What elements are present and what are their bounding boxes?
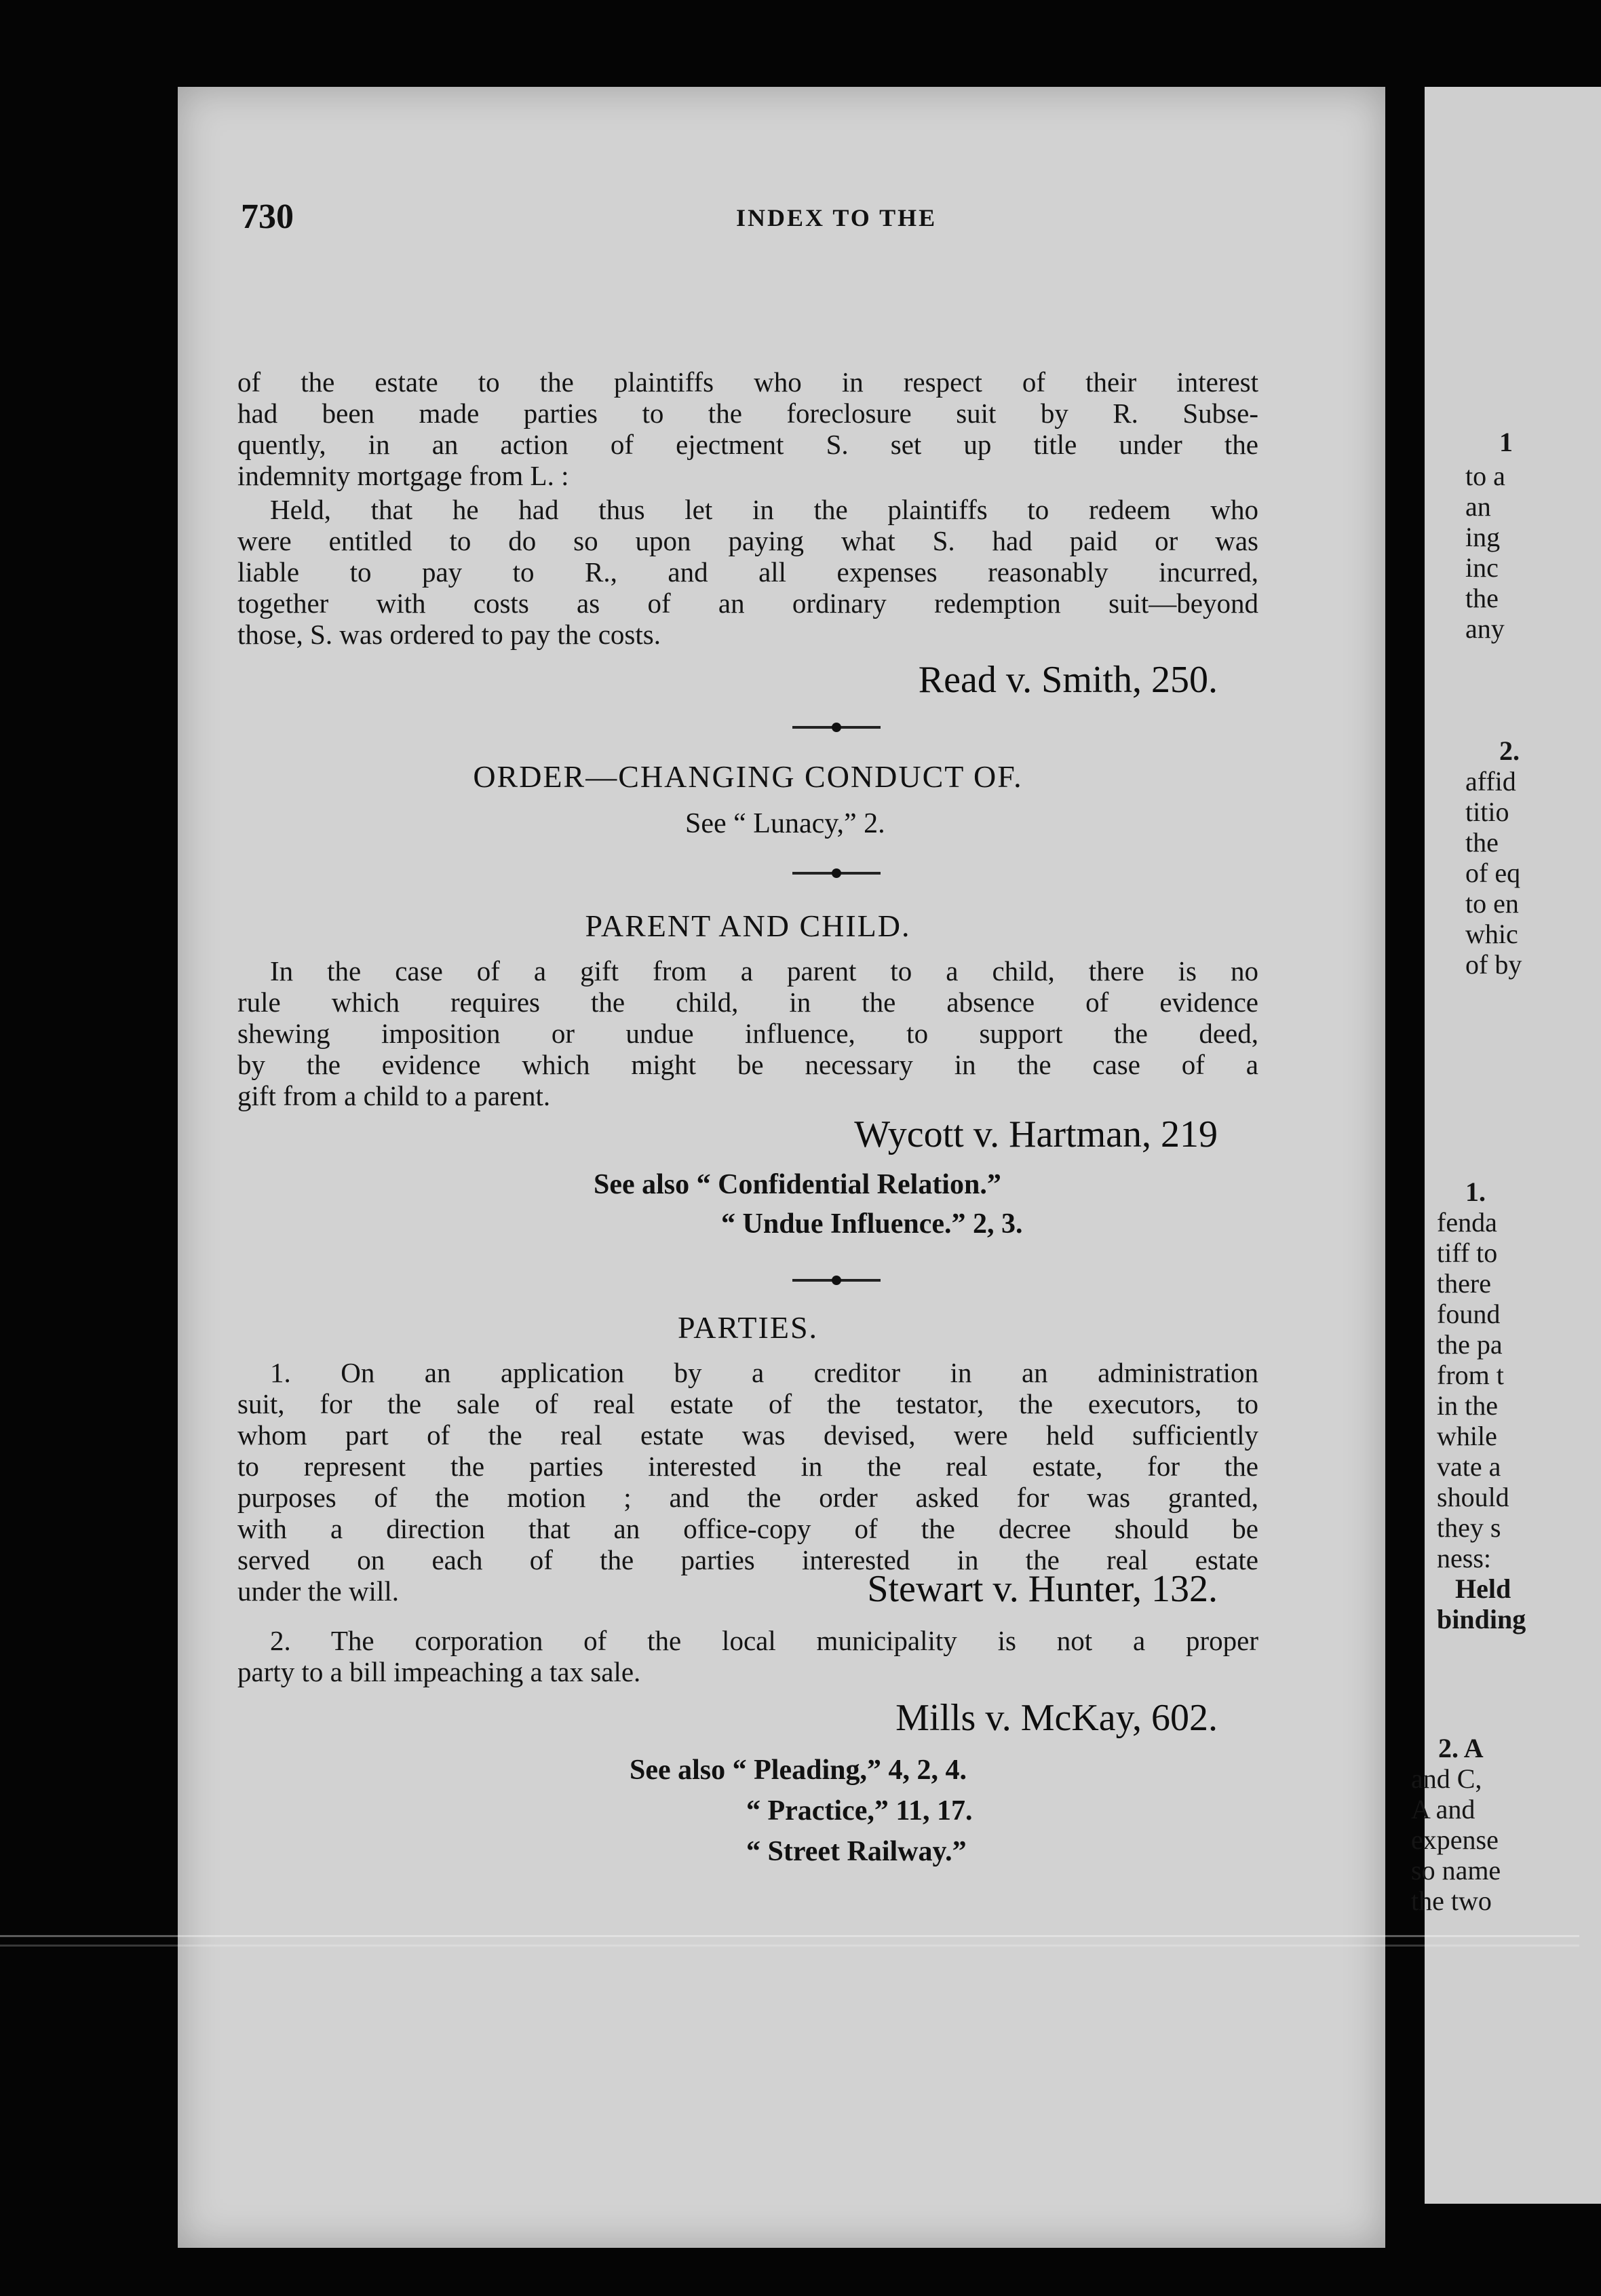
- text-line: had been made parties to the foreclosure suit by R. Subse-: [237, 398, 1258, 429]
- facing-page-fragment: while: [1437, 1421, 1497, 1451]
- facing-page-fragment: binding: [1437, 1604, 1526, 1634]
- facing-page-fragment: tiff to: [1437, 1238, 1498, 1268]
- see-also-undue: “ Undue Influence.” 2, 3.: [721, 1208, 1023, 1240]
- text-line: purposes of the motion ; and the order asked for was granted,: [237, 1482, 1258, 1513]
- facing-page-fragment: in the: [1437, 1390, 1498, 1421]
- see-also-street-railway: “ Street Railway.”: [746, 1836, 967, 1867]
- text-line: under the will.: [237, 1575, 399, 1607]
- heading-order: ORDER—CHANGING CONDUCT OF.: [473, 759, 1023, 794]
- facing-page-fragment: there: [1437, 1268, 1491, 1299]
- facing-page-fragment: 2. A: [1438, 1733, 1484, 1763]
- text-line: gift from a child to a parent.: [237, 1080, 551, 1111]
- text-line: rule which requires the child, in the absence of evidence: [237, 987, 1258, 1018]
- facing-page-fragment: they s: [1437, 1512, 1501, 1543]
- facing-page-fragment: found: [1437, 1299, 1501, 1329]
- page-header: [0, 197, 1579, 244]
- scan-artifact-line: [0, 1935, 1579, 1937]
- citation-read-smith: Read v. Smith, 250.: [918, 659, 1218, 701]
- text-line: of the estate to the plaintiffs who in respect of their interest: [237, 366, 1258, 398]
- facing-page-fragment: from t: [1437, 1360, 1504, 1390]
- heading-parent-child: PARENT AND CHILD.: [585, 908, 911, 943]
- facing-page-fragment: of by: [1465, 949, 1522, 980]
- text-line: together with costs as of an ordinary redemption suit—beyond: [237, 588, 1258, 619]
- text-line: liable to pay to R., and all expenses reasonably incurred,: [237, 556, 1258, 588]
- citation-wycott-hartman: Wycott v. Hartman, 219: [854, 1113, 1218, 1155]
- facing-page-fragment: an: [1465, 491, 1491, 522]
- scan-artifact-line: [0, 1945, 1579, 1947]
- facing-page-fragment: the: [1465, 583, 1499, 613]
- see-also-practice: “ Practice,” 11, 17.: [746, 1795, 973, 1826]
- citation-stewart-hunter: Stewart v. Hunter, 132.: [867, 1568, 1218, 1610]
- facing-page-fragment: 2.: [1499, 735, 1520, 766]
- see-also-pleading: See also “ Pleading,” 4, 2, 4.: [630, 1755, 967, 1786]
- text-line: suit, for the sale of real estate of the testator, the executors, to: [237, 1388, 1258, 1419]
- facing-page-fragment: so name: [1411, 1855, 1501, 1886]
- facing-page-fragment: A and: [1411, 1794, 1475, 1824]
- text-line: to represent the parties interested in the real estate, for the: [237, 1451, 1258, 1482]
- parent-child-paragraph: [237, 955, 1258, 1111]
- facing-page-fragment: fenda: [1437, 1207, 1497, 1238]
- facing-page-fragment: to a: [1465, 461, 1505, 491]
- section-divider: [792, 872, 881, 875]
- parties-item-2: [237, 1625, 1258, 1687]
- facing-page-fragment: any: [1465, 613, 1505, 644]
- text-line: 2. The corporation of the local municipality is not a proper: [270, 1625, 1258, 1656]
- facing-page-fragment: inc: [1465, 552, 1499, 583]
- text-line: those, S. was ordered to pay the costs.: [237, 619, 661, 650]
- facing-page-fragment: 1: [1499, 427, 1513, 457]
- see-also-confidential: See also “ Confidential Relation.”: [594, 1169, 1001, 1200]
- facing-page-fragment: and C,: [1411, 1763, 1482, 1794]
- continuation-paragraph: [237, 366, 1258, 491]
- text-line: party to a bill impeaching a tax sale.: [237, 1656, 641, 1687]
- text-line: 1. On an application by a creditor in an administration: [270, 1357, 1258, 1388]
- facing-page-fragment: Held: [1455, 1573, 1511, 1604]
- facing-page-fragment: 1.: [1465, 1176, 1486, 1207]
- text-line: shewing imposition or undue influence, to support the deed,: [237, 1018, 1258, 1049]
- see-lunacy: See “ Lunacy,” 2.: [685, 808, 885, 839]
- text-line: Held, that he had thus let in the plaintiffs to redeem who: [270, 494, 1258, 525]
- text-line: whom part of the real estate was devised, were held sufficiently: [237, 1419, 1258, 1451]
- text-line: by the evidence which might be necessary in the case of a: [237, 1049, 1258, 1080]
- section-divider: [792, 726, 881, 729]
- facing-page-fragment: ness:: [1437, 1543, 1491, 1573]
- page-number: 730: [241, 197, 294, 236]
- heading-parties: PARTIES.: [677, 1310, 819, 1345]
- facing-page: [1411, 87, 1601, 2204]
- facing-page-fragment: of eq: [1465, 858, 1521, 888]
- section-divider: [792, 1279, 881, 1282]
- text-line: were entitled to do so upon paying what S. had paid or was: [237, 525, 1258, 556]
- facing-page-fragment: expense: [1411, 1824, 1499, 1855]
- facing-page-fragment: to en: [1465, 888, 1519, 919]
- text-line: In the case of a gift from a parent to a child, there is no: [270, 955, 1258, 987]
- text-line: indemnity mortgage from L. :: [237, 460, 569, 491]
- text-line: with a direction that an office-copy of the decree should be: [237, 1513, 1258, 1544]
- facing-page-fragment: the two: [1411, 1886, 1492, 1916]
- facing-page-fragment: affid: [1465, 766, 1516, 797]
- facing-page-fragment: titio: [1465, 797, 1509, 827]
- citation-mills-mckay: Mills v. McKay, 602.: [895, 1697, 1218, 1739]
- held-paragraph: [237, 494, 1258, 650]
- facing-page-fragment: the pa: [1437, 1329, 1503, 1360]
- text-line: quently, in an action of ejectment S. set up title under the: [237, 429, 1258, 460]
- facing-page-fragment: ing: [1465, 522, 1501, 552]
- running-head: INDEX TO THE: [736, 204, 938, 231]
- facing-page-fragment: vate a: [1437, 1451, 1501, 1482]
- text-line: served on each of the parties interested in the real estate: [237, 1544, 1258, 1575]
- facing-page-fragment: whic: [1465, 919, 1518, 949]
- facing-page-fragment: the: [1465, 827, 1499, 858]
- facing-page-fragment: should: [1437, 1482, 1509, 1512]
